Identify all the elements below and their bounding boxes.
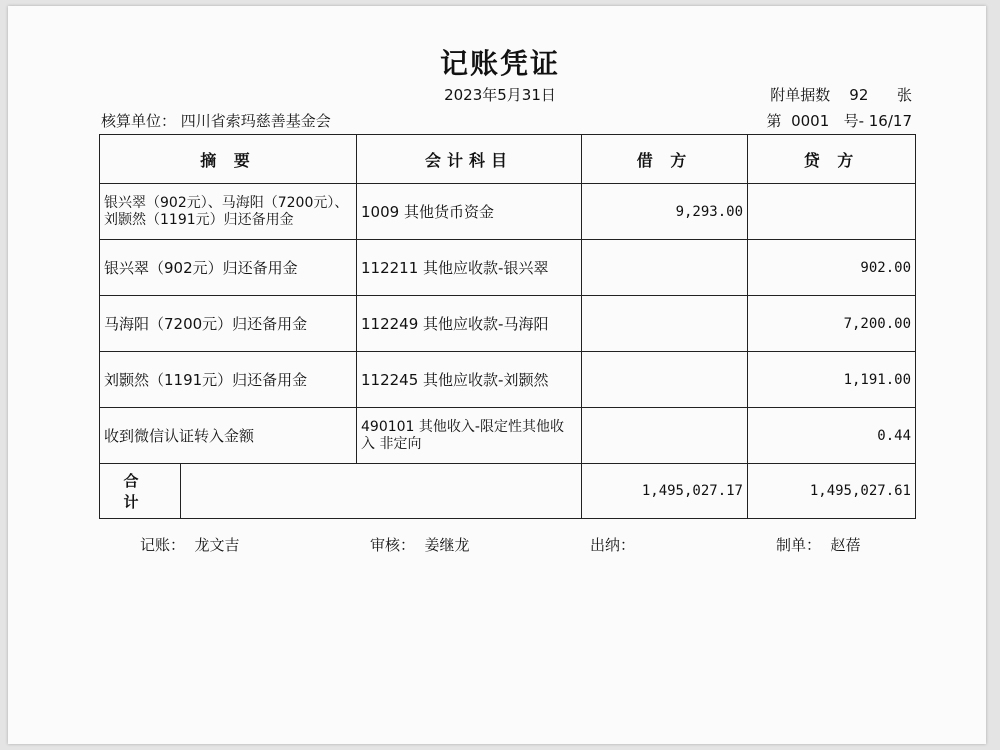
row-account: 490101 其他收入-限定性其他收入 非定向 — [357, 408, 582, 464]
row-summary: 银兴翠（902元）归还备用金 — [100, 240, 357, 296]
total-label-cell — [100, 464, 582, 519]
header-account: 会计科目 — [357, 135, 582, 184]
row-summary: 刘颢然（1191元）归还备用金 — [100, 352, 357, 408]
row-debit — [582, 296, 748, 352]
row-credit — [748, 184, 916, 240]
voucher-date: 2023年5月31日 — [444, 86, 556, 104]
total-credit: 1,495,027.61 — [748, 464, 916, 519]
voucher-number — [767, 110, 913, 131]
voucher-page: 16/17 — [868, 112, 912, 130]
row-summary: 马海阳（7200元）归还备用金 — [100, 296, 357, 352]
row-debit — [582, 408, 748, 464]
table-row — [100, 184, 916, 240]
table-row — [100, 408, 916, 464]
voucher-number-prefix: 第 — [766, 112, 782, 130]
total-debit: 1,495,027.17 — [582, 464, 748, 519]
accounting-unit: 核算单位： 四川省索玛慈善基金会 — [101, 112, 331, 130]
total-row — [100, 464, 916, 519]
row-debit — [582, 352, 748, 408]
attachment-label: 附单据数 — [770, 86, 831, 104]
header-debit: 借 方 — [582, 135, 748, 184]
bookkeeper-signature: 记账： 龙文吉 — [140, 536, 240, 554]
row-account: 112249 其他应收款-马海阳 — [357, 296, 582, 352]
table-row — [100, 240, 916, 296]
preparer-signature: 制单： 赵蓓 — [776, 536, 861, 554]
row-account: 112245 其他应收款-刘颢然 — [357, 352, 582, 408]
voucher-table — [99, 134, 916, 519]
reviewer-signature: 审核： 姜继龙 — [370, 536, 470, 554]
row-credit: 902.00 — [748, 240, 916, 296]
table-row — [100, 352, 916, 408]
total-label: 合 计 — [100, 464, 181, 518]
attachment-count — [770, 84, 912, 105]
row-credit: 7,200.00 — [748, 296, 916, 352]
total-spacer — [181, 464, 581, 518]
voucher-number-value: 0001 — [791, 112, 830, 130]
attachment-unit: 张 — [896, 86, 912, 104]
table-row — [100, 296, 916, 352]
row-account: 112211 其他应收款-银兴翠 — [357, 240, 582, 296]
cashier-signature: 出纳： — [590, 536, 636, 554]
row-account: 1009 其他货币资金 — [357, 184, 582, 240]
voucher-title: 记账凭证 — [439, 47, 560, 80]
row-debit: 9,293.00 — [582, 184, 748, 240]
voucher-number-suffix: 号- — [843, 112, 864, 130]
row-summary: 银兴翠（902元）、马海阳（7200元）、刘颢然（1191元）归还备用金 — [100, 184, 357, 240]
row-summary: 收到微信认证转入金额 — [100, 408, 357, 464]
attachment-number: 92 — [849, 86, 869, 104]
header-summary: 摘 要 — [100, 135, 357, 184]
table-header-row — [100, 135, 916, 184]
row-credit: 1,191.00 — [748, 352, 916, 408]
row-credit: 0.44 — [748, 408, 916, 464]
row-debit — [582, 240, 748, 296]
header-credit: 贷 方 — [748, 135, 916, 184]
